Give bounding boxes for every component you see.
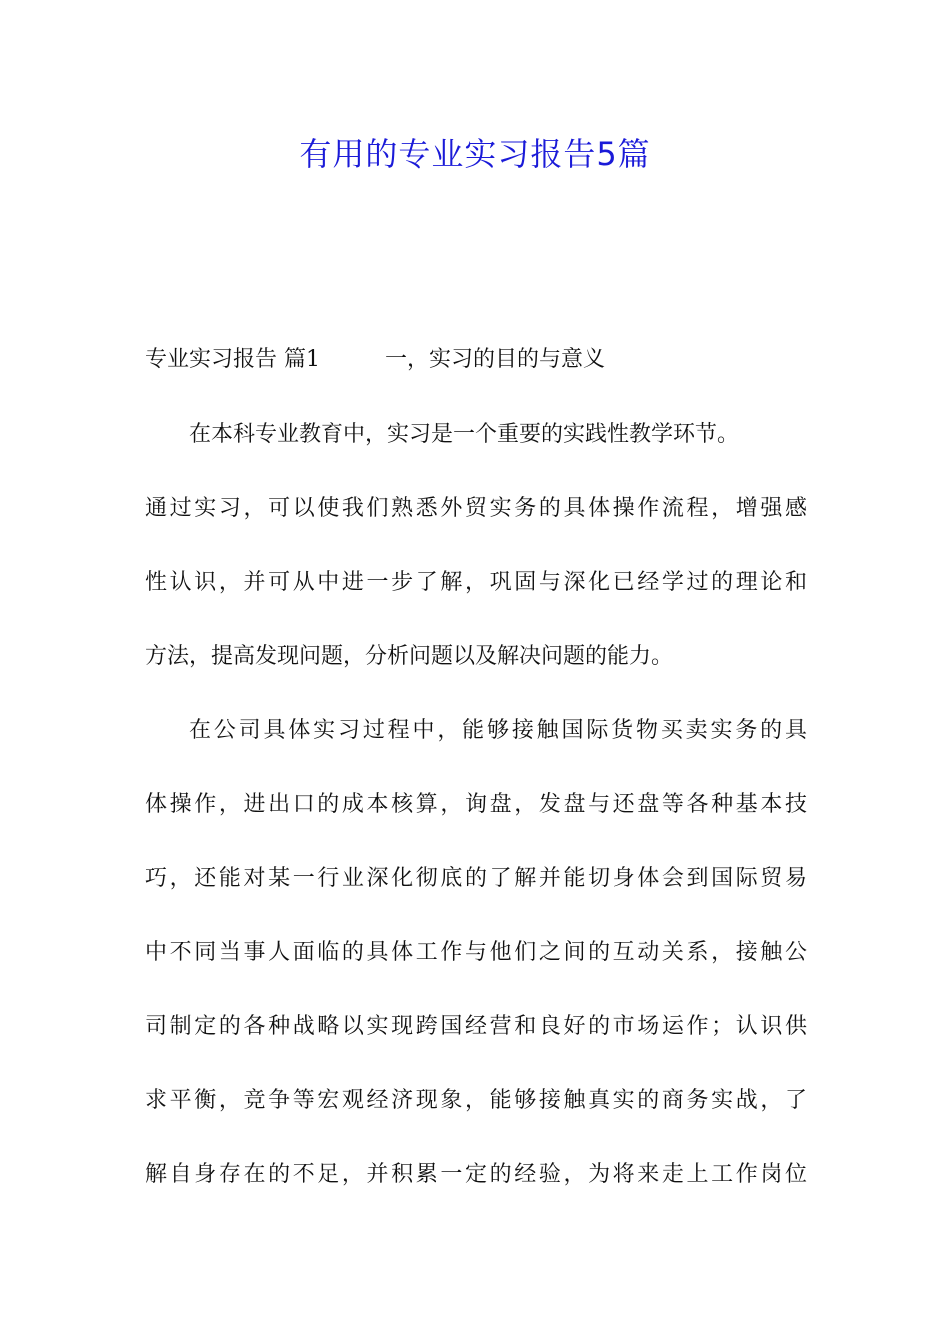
section-heading: [145, 341, 807, 379]
paragraph-line: 通过实习，可以使我们熟悉外贸实务的具体操作流程，增强感: [145, 496, 807, 521]
paragraph-line: 性认识，并可从中进一步了解，巩固与深化已经学过的理论和: [145, 570, 807, 595]
paragraph-line: 中不同当事人面临的具体工作与他们之间的互动关系，接触公: [145, 940, 807, 965]
subsection-heading: 一，实习的目的与意义: [385, 347, 606, 372]
paragraph-line: 体操作，进出口的成本核算，询盘，发盘与还盘等各种基本技: [145, 792, 807, 817]
paragraph-line: 司制定的各种战略以实现跨国经营和良好的市场运作；认识供: [145, 1014, 807, 1039]
paragraph-line: 方法，提高发现问题，分析问题以及解决问题的能力。: [145, 644, 674, 669]
paragraph-line: 巧，还能对某一行业深化彻底的了解并能切身体会到国际贸易: [145, 866, 807, 891]
paragraph-line: 解自身存在的不足，并积累一定的经验，为将来走上工作岗位: [145, 1162, 807, 1187]
paragraph-line: 求平衡，竞争等宏观经济现象，能够接触真实的商务实战，了: [145, 1088, 807, 1113]
paragraph-line: 在公司具体实习过程中，能够接触国际货物买卖实务的具: [189, 718, 807, 743]
paragraph-line: 在本科专业教育中，实习是一个重要的实践性教学环节。: [189, 422, 740, 447]
document-title: 有用的专业实习报告5篇: [299, 135, 651, 173]
section-label: 专业实习报告 篇1: [145, 347, 320, 372]
